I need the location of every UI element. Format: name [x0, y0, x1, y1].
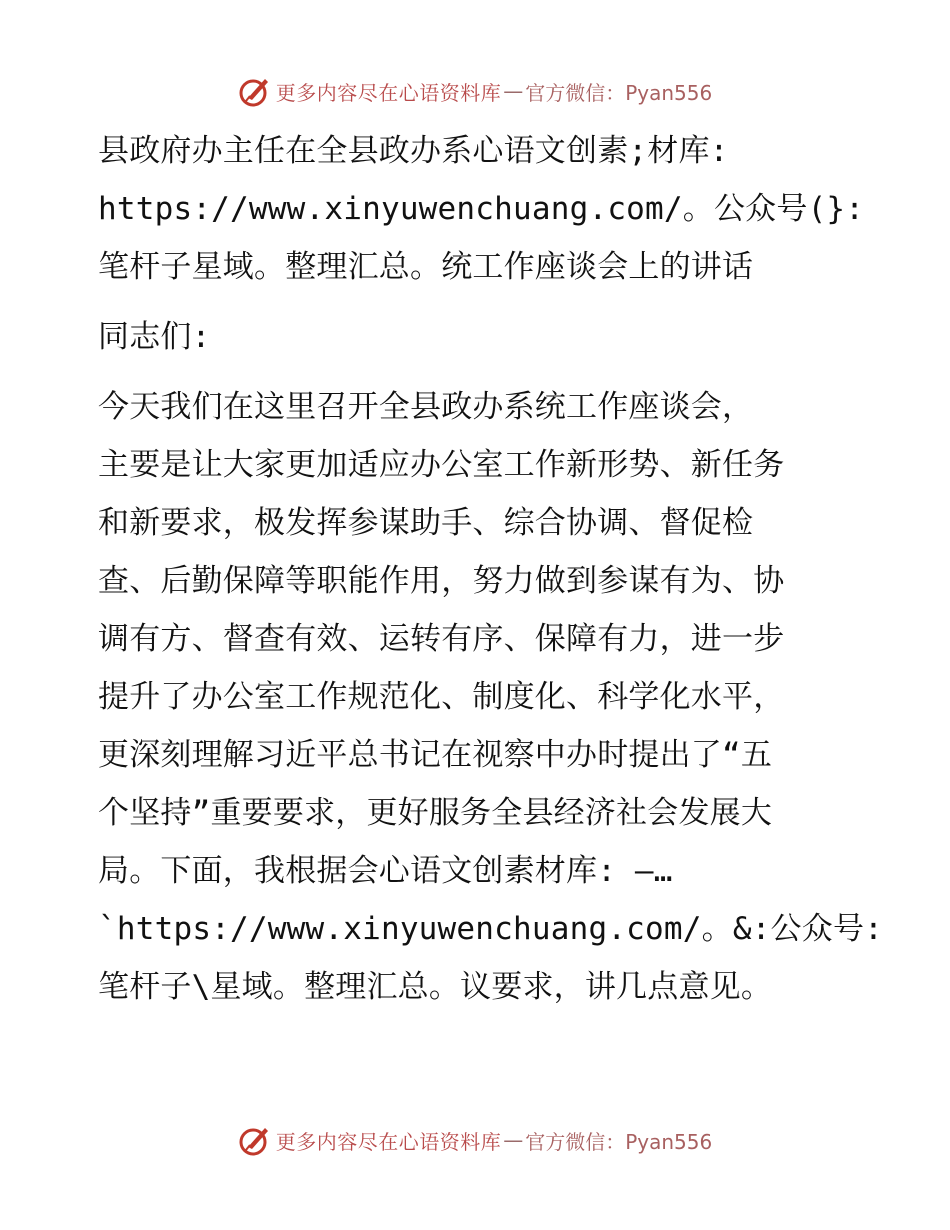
banner-wechat: 官方微信：Pyan556 — [525, 80, 713, 105]
body-line: 个坚持”重要要求，更好服务全县经济社会发展大 — [98, 795, 773, 831]
body-line: 提升了办公室工作规范化、制度化、科学化水平， — [98, 679, 785, 715]
body-line: 主要是让大家更加适应办公室工作新形势、新任务 — [98, 447, 785, 483]
title-line: 县政府办主任在全县政办系心语文创素;材库: — [98, 133, 729, 169]
footer-banner — [0, 1120, 950, 1160]
body-line: 笔杆子\星域。整理汇总。议要求，讲几点意见。 — [98, 969, 773, 1005]
title-line: 笔杆子星域。整理汇总。统工作座谈会上的讲话 — [98, 249, 754, 285]
quill-logo-icon — [238, 74, 272, 108]
header-banner — [0, 71, 950, 111]
document-body — [98, 122, 884, 1016]
title-line: https://www.xinyuwenchuang.com/。公众号(}: — [98, 191, 865, 227]
banner-dash: — — [503, 79, 524, 103]
body-line: `https://www.xinyuwenchuang.com/。&:公众号: — [98, 911, 884, 947]
body-line: 调有方、督查有效、运转有序、保障有力，进一步 — [98, 621, 785, 657]
banner-dash: — — [503, 1128, 524, 1152]
quill-logo-icon — [238, 1123, 272, 1157]
body-line: 今天我们在这里召开全县政办系统工作座谈会， — [98, 389, 754, 425]
body-line: 局。下面，我根据会心语文创素材库: —… — [98, 853, 673, 889]
body-line: 查、后勤保障等职能作用，努力做到参谋有为、协 — [98, 563, 785, 599]
banner-text: 更多内容尽在心语资料库 — [275, 80, 502, 105]
salutation: 同志们: — [98, 319, 211, 355]
banner-text: 更多内容尽在心语资料库 — [275, 1129, 502, 1154]
body-line: 更深刻理解习近平总书记在视察中办时提出了“五 — [98, 737, 773, 773]
body-line: 和新要求，极发挥参谋助手、综合协调、督促检 — [98, 505, 754, 541]
banner-wechat: 官方微信：Pyan556 — [525, 1129, 713, 1154]
